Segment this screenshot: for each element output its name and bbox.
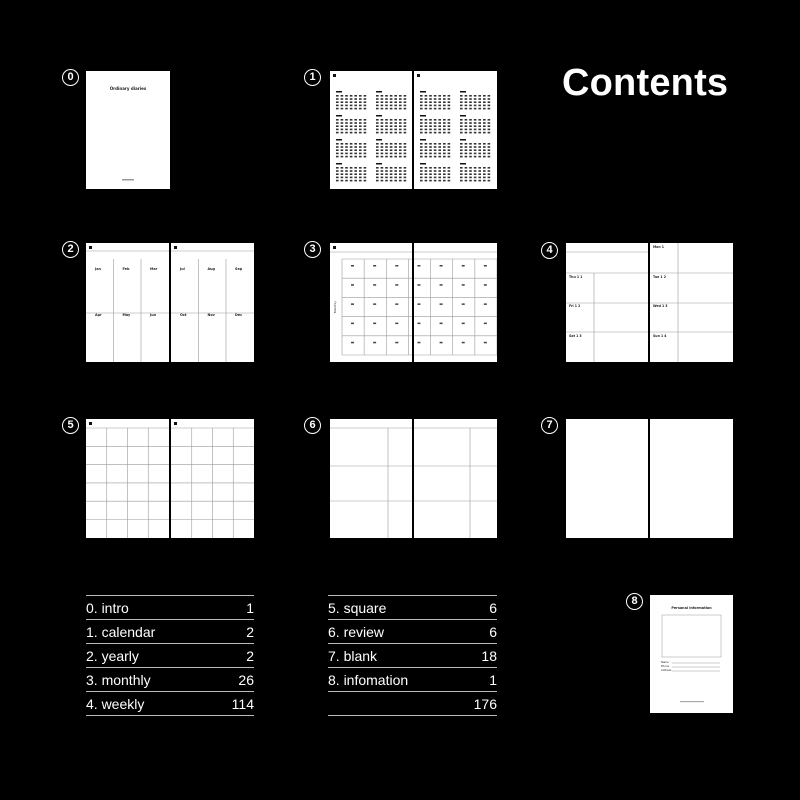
intro-title: Ordinary diaries (109, 86, 147, 91)
yearly-month-label: Jan (95, 267, 101, 271)
index-label: 4. weekly (86, 692, 213, 716)
monthly-side-label: Monthly (333, 300, 337, 314)
index-count: 176 (459, 692, 497, 716)
section-number-7: 7 (541, 417, 558, 434)
index-count: 2 (213, 644, 254, 668)
index-count: 1 (213, 596, 254, 620)
thumbnail-weekly (566, 243, 733, 362)
thumbnail-square (86, 419, 254, 538)
info-field-phone: Phone (661, 665, 670, 668)
index-label: 5. square (328, 596, 459, 620)
section-number-5: 5 (62, 417, 79, 434)
index-table-left (86, 595, 254, 716)
index-label: 2. yearly (86, 644, 213, 668)
yearly-month-label: Sep (235, 267, 243, 271)
thumbnail-calendar (330, 71, 497, 189)
yearly-month-label: Mar (150, 267, 158, 271)
index-count: 6 (459, 620, 497, 644)
yearly-month-label: Apr (95, 313, 102, 317)
weekly-label-tue: Tue 1 2 (653, 275, 666, 279)
info-field-address: Address (661, 669, 672, 672)
index-count: 26 (213, 668, 254, 692)
index-label: 0. intro (86, 596, 213, 620)
yearly-month-label: May (122, 313, 131, 317)
weekly-label-thu: Thu 1 1 (569, 275, 583, 279)
section-number-6: 6 (304, 417, 321, 434)
index-label: 1. calendar (86, 620, 213, 644)
thumbnail-review (330, 419, 497, 538)
index-row (328, 668, 497, 692)
page-title: Contents (562, 62, 729, 104)
index-count: 2 (213, 620, 254, 644)
yearly-month-label: Nov (207, 313, 215, 317)
index-row (328, 620, 497, 644)
weekly-label-sun: Sun 1 4 (653, 334, 667, 338)
thumbnail-monthly (330, 243, 497, 362)
yearly-month-label: Feb (122, 267, 130, 271)
yearly-month-label: Aug (207, 267, 215, 271)
thumbnail-blank (566, 419, 733, 538)
weekly-label-sat: Sat 1 3 (569, 334, 582, 338)
yearly-month-label: Jun (150, 313, 157, 317)
index-row (86, 668, 254, 692)
index-row (86, 644, 254, 668)
yearly-month-label: Oct (180, 313, 187, 317)
section-number-2: 2 (62, 241, 79, 258)
index-row (86, 596, 254, 620)
weekly-label-mon: Mon 1 (653, 245, 664, 249)
thumbnail-yearly (86, 243, 254, 362)
index-row (328, 644, 497, 668)
section-number-4: 4 (541, 242, 558, 259)
index-count: 6 (459, 596, 497, 620)
index-label (328, 692, 459, 716)
weekly-label-wed: Wed 1 3 (653, 304, 668, 308)
index-count: 18 (459, 644, 497, 668)
info-title: Personal information (671, 606, 712, 610)
index-label: 7. blank (328, 644, 459, 668)
thumbnail-intro (86, 71, 170, 189)
section-number-3: 3 (304, 241, 321, 258)
index-label: 8. infomation (328, 668, 459, 692)
index-label: 6. review (328, 620, 459, 644)
index-count: 114 (213, 692, 254, 716)
index-row (86, 692, 254, 716)
info-field-name: Name (661, 661, 669, 664)
section-number-8: 8 (626, 593, 643, 610)
index-row (328, 692, 497, 716)
weekly-label-fri: Fri 1 2 (569, 304, 581, 308)
thumbnail-information (650, 595, 733, 713)
index-count: 1 (459, 668, 497, 692)
index-label: 3. monthly (86, 668, 213, 692)
yearly-month-label: Jul (180, 267, 185, 271)
yearly-month-label: Dec (235, 313, 243, 317)
index-row (86, 620, 254, 644)
index-row (328, 596, 497, 620)
section-number-0: 0 (62, 69, 79, 86)
section-number-1: 1 (304, 69, 321, 86)
index-table-right (328, 595, 497, 716)
